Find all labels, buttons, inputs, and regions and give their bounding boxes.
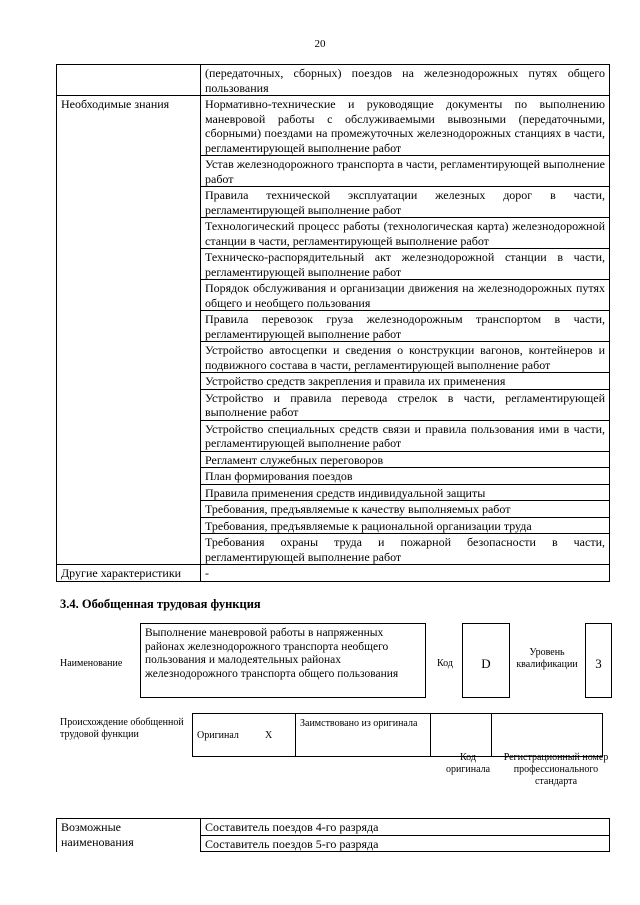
knowledge-item: Устав железнодорожного транспорта в части, регламентирующей выполнение работ [201, 156, 610, 187]
code-label: Код [437, 658, 453, 669]
level-box: 3 [585, 623, 612, 698]
knowledge-item: Нормативно-технические и руководящие документы по выполнению маневровой работы с обслуживаемыми вывозными (передаточными, сборными) поездами на промежуточных железнодорожных станциях в части, регламентирующей выполнение работ [201, 96, 610, 156]
knowledge-table [56, 64, 610, 582]
origin-reg-cell [492, 714, 603, 757]
table-row [57, 819, 610, 836]
name-label: Наименование [60, 658, 123, 669]
knowledge-item: Порядок обслуживания и организации движения на железнодорожных путях общего и необщего пользования [201, 280, 610, 311]
possible-name-item: Составитель поездов 5-го разряда [201, 835, 610, 852]
table-row [57, 96, 610, 156]
knowledge-item: Устройство и правила перевода стрелок в части, регламентирующей выполнение работ [201, 389, 610, 420]
origin-borrowed-label: Заимствовано из оригинала [296, 714, 431, 757]
knowledge-item: План формирования поездов [201, 468, 610, 485]
possible-names-label: Возможные наименования [57, 819, 201, 852]
row-label-empty [57, 65, 201, 96]
origin-code-cell [431, 714, 492, 757]
knowledge-item: Требования охраны труда и пожарной безопасности в части, регламентирующей выполнение работ [201, 534, 610, 565]
knowledge-item: Устройство специальных средств связи и правила пользования ими в части, регламентирующей выполнение работ [201, 420, 610, 451]
origin-reg-note: Регистрационный номер профессионального стандарта [503, 752, 609, 787]
knowledge-item: Правила технической эксплуатации железных дорог в части, регламентирующей выполнение работ [201, 187, 610, 218]
required-knowledge-label: Необходимые знания [57, 96, 201, 565]
page-number: 20 [314, 38, 326, 50]
table-row [193, 714, 603, 757]
origin-table [192, 713, 603, 757]
knowledge-item: Требования, предъявляемые к рациональной организации труда [201, 517, 610, 534]
knowledge-item: Правила перевозок груза железнодорожным транспортом в части, регламентирующей выполнение работ [201, 311, 610, 342]
table-row [57, 65, 610, 96]
origin-original-label: Оригинал [193, 714, 262, 757]
table-row [57, 565, 610, 582]
section-heading: 3.4. Обобщенная трудовая функция [60, 597, 261, 611]
function-name-box: Выполнение маневровой работы в напряженных районах железнодорожного транспорта необщего пользования и малодеятельных районах железнодорожного транспорта общего пользования [140, 623, 426, 698]
origin-label: Происхождение обобщенной трудовой функции [60, 717, 184, 740]
origin-code-note: Код оригинала [445, 752, 491, 775]
row-value-continuation: (передаточных, сборных) поездов на железнодорожных путях общего пользования [201, 65, 610, 96]
knowledge-item: Регламент служебных переговоров [201, 451, 610, 468]
knowledge-item: Требования, предъявляемые к качеству выполняемых работ [201, 501, 610, 518]
possible-names-table [56, 818, 610, 852]
knowledge-item: Техническо-распорядительный акт железнодорожной станции в части, регламентирующей выполнение работ [201, 249, 610, 280]
other-characteristics-label: Другие характеристики [57, 565, 201, 582]
origin-mark: X [261, 714, 296, 757]
code-box: D [462, 623, 510, 698]
knowledge-item: Устройство автосцепки и сведения о конструкции вагонов, контейнеров и подвижного состава в части, регламентирующей выполнение работ [201, 342, 610, 373]
knowledge-item: Устройство средств закрепления и правила их применения [201, 373, 610, 390]
knowledge-item: Технологический процесс работы (технологическая карта) железнодорожной станции в части, регламентирующей выполнение работ [201, 218, 610, 249]
possible-name-item: Составитель поездов 4-го разряда [201, 819, 610, 836]
other-characteristics-value: - [201, 565, 610, 582]
level-label: Уровень квалификации [516, 647, 578, 670]
knowledge-item: Правила применения средств индивидуальной защиты [201, 484, 610, 501]
